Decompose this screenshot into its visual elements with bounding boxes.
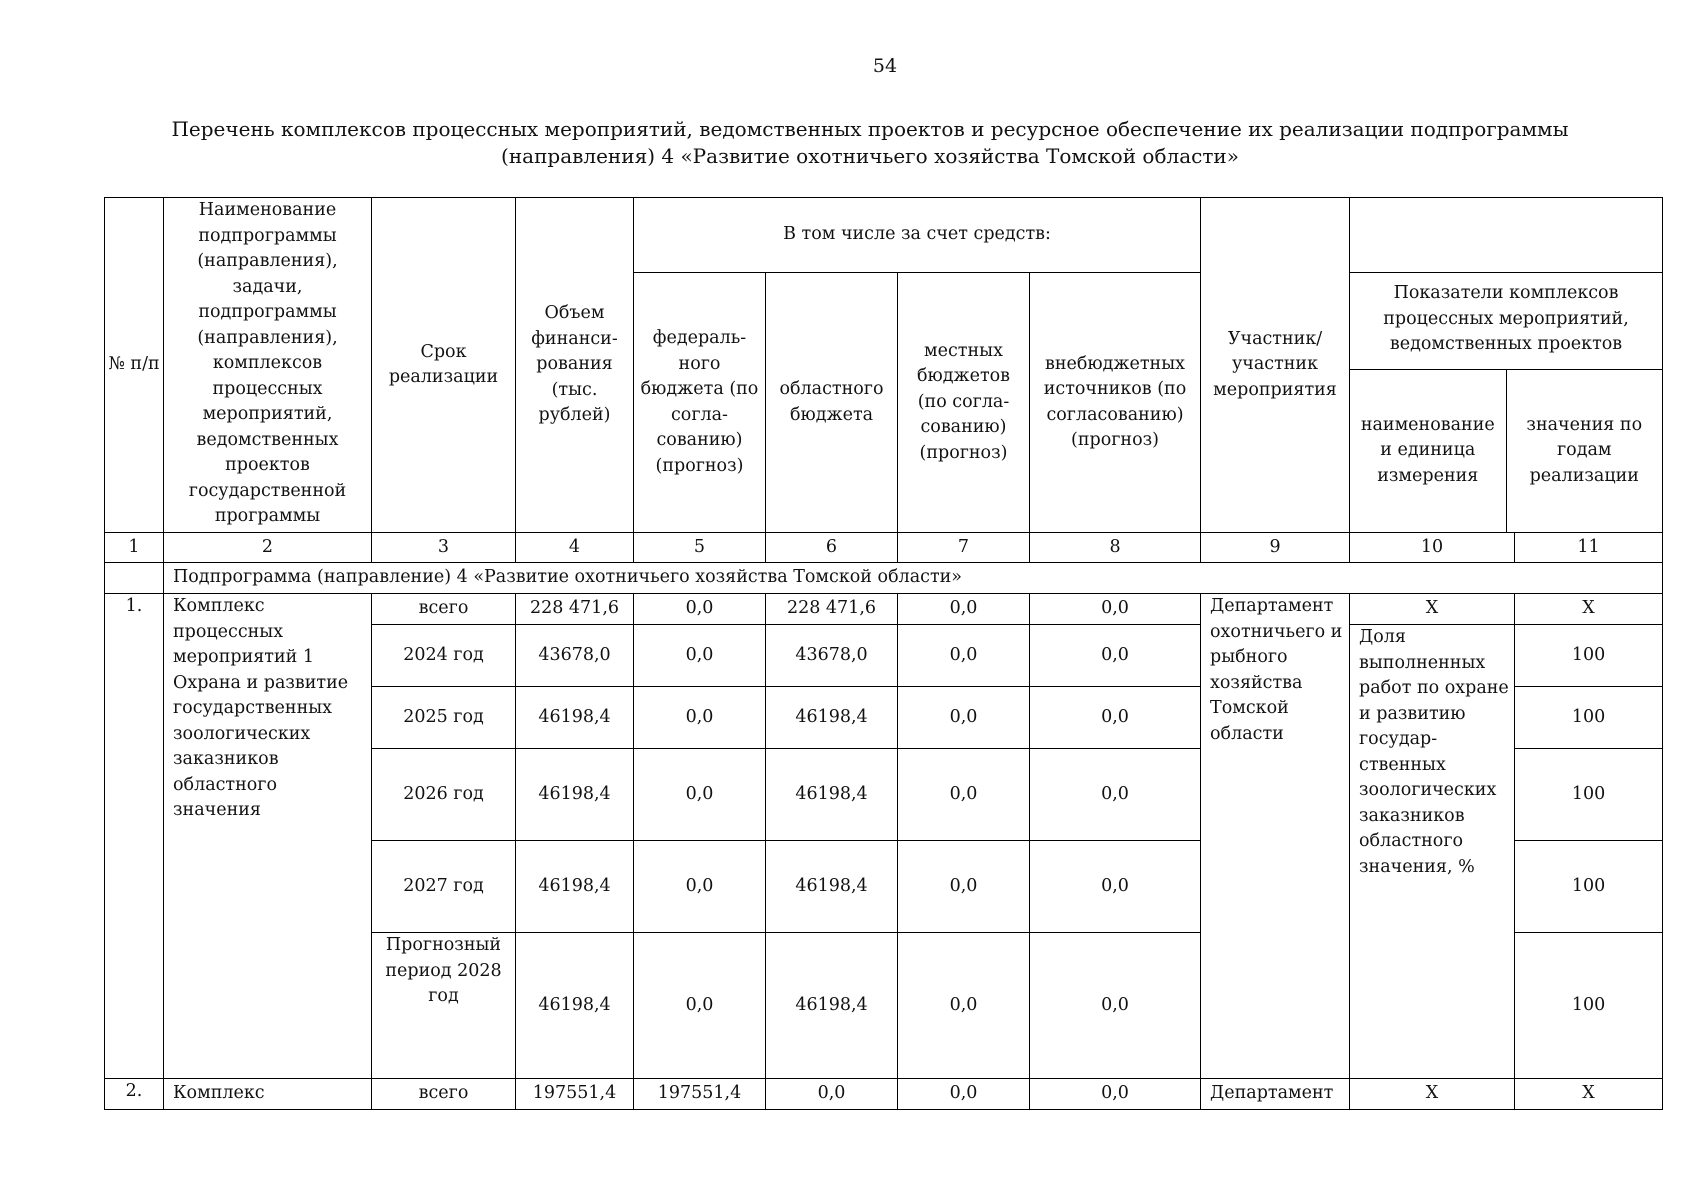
item-name: Комплекс процессных мероприятий 1 Охрана и развитие государственных зоологических заказников областного значения [164,594,372,1079]
title-line-2: (направления) 4 «Развитие охотничьего хозяйства Томской области» [501,144,1239,168]
federal-cell: 197551,4 [634,1079,766,1110]
header-extrabudget: внебюджетных источников (по согласованию) (прогноз) [1030,273,1201,533]
regional-cell: 228 471,6 [766,594,898,625]
total-cell: 46198,4 [516,749,634,841]
period-cell: 2024 год [372,625,516,687]
header-indicators-title: Показатели комплексов процессных мероприятий, ведомственных проектов [1350,273,1662,369]
header-regional: областного бюджета [766,273,898,533]
item-number: 1. [105,594,164,1079]
column-number: 9 [1201,533,1350,563]
indicator-value-cell: 100 [1515,841,1663,933]
period-cell: Прогнозный период 2028 год [372,933,516,1079]
indicator-value-cell: 100 [1515,687,1663,749]
column-number: 3 [372,533,516,563]
extrabudget-cell: 0,0 [1030,841,1201,933]
header-total-funding: Объем финанси-рования (тыс. рублей) [516,198,634,533]
indicator-name-cell: X [1350,1079,1515,1110]
column-number: 6 [766,533,898,563]
column-number: 1 [105,533,164,563]
column-number: 10 [1350,533,1515,563]
extrabudget-cell: 0,0 [1030,594,1201,625]
participant-cell: Департамент [1201,1079,1350,1110]
item-number: 2. [105,1079,164,1110]
header-name: Наименование подпрограммы (направления), задачи, подпрограммы (направления), комплексов процессных мероприятий, ведомственных проектов государственной программы [164,198,372,533]
indicator-value-cell: X [1515,594,1663,625]
column-number: 7 [898,533,1030,563]
total-cell: 46198,4 [516,841,634,933]
subprogram-title: Подпрограмма (направление) 4 «Развитие охотничьего хозяйства Томской области» [164,563,1663,594]
total-cell: 43678,0 [516,625,634,687]
local-cell: 0,0 [898,749,1030,841]
header-indicator-name: наименование и единица измерения [1350,369,1506,532]
regional-cell: 46198,4 [766,841,898,933]
indicator-value-cell: 100 [1515,625,1663,687]
local-cell: 0,0 [898,841,1030,933]
period-cell: 2025 год [372,687,516,749]
total-cell: 46198,4 [516,687,634,749]
participant-cell: Департамент охотничьего и рыбного хозяйства Томской области [1201,594,1350,1079]
federal-cell: 0,0 [634,749,766,841]
federal-cell: 0,0 [634,625,766,687]
indicator-value-cell: 100 [1515,749,1663,841]
title-line-1: Перечень комплексов процессных мероприятий, ведомственных проектов и ресурсное обеспечение их реализации подпрограммы [171,117,1569,141]
extrabudget-cell: 0,0 [1030,933,1201,1079]
federal-cell: 0,0 [634,594,766,625]
local-cell: 0,0 [898,687,1030,749]
regional-cell: 43678,0 [766,625,898,687]
header-participant: Участник/ участник мероприятия [1201,198,1350,533]
total-cell: 228 471,6 [516,594,634,625]
federal-cell: 0,0 [634,933,766,1079]
federal-cell: 0,0 [634,841,766,933]
total-cell: 197551,4 [516,1079,634,1110]
local-cell: 0,0 [898,933,1030,1079]
subprogram-spacer [105,563,164,594]
column-number: 4 [516,533,634,563]
extrabudget-cell: 0,0 [1030,749,1201,841]
extrabudget-cell: 0,0 [1030,625,1201,687]
regional-cell: 46198,4 [766,933,898,1079]
total-cell: 46198,4 [516,933,634,1079]
table-row [105,1079,1663,1110]
table-row [105,594,1663,625]
period-cell: 2026 год [372,749,516,841]
header-indicators-spacer [1350,198,1663,273]
regional-cell: 0,0 [766,1079,898,1110]
period-cell: 2027 год [372,841,516,933]
extrabudget-cell: 0,0 [1030,1079,1201,1110]
header-indicator-values: значения по годам реализации [1526,414,1643,486]
column-number: 5 [634,533,766,563]
item-name: Комплекс [164,1079,372,1110]
extrabudget-cell: 0,0 [1030,687,1201,749]
column-number: 2 [164,533,372,563]
regional-cell: 46198,4 [766,687,898,749]
header-number: № п/п [105,198,164,533]
page-number: 54 [872,55,898,77]
local-cell: 0,0 [898,594,1030,625]
regional-cell: 46198,4 [766,749,898,841]
indicator-value-cell: X [1515,1079,1663,1110]
local-cell: 0,0 [898,625,1030,687]
header-period: Срок реализации [372,198,516,533]
local-cell: 0,0 [898,1079,1030,1110]
header-federal: федераль-ного бюджета (по согла-сованию) (прогноз) [634,273,766,533]
indicator-name-cell: X [1350,594,1515,625]
column-number: 11 [1515,533,1663,563]
header-local: местных бюджетов (по согла-сованию) (прогноз) [898,273,1030,533]
header-indicators [1350,273,1663,533]
indicator-name-cell: Доля выполненных работ по охране и развитию государ-ственных зоологических заказников областного значения, % [1350,625,1515,1079]
indicator-value-cell: 100 [1515,933,1663,1079]
federal-cell: 0,0 [634,687,766,749]
period-cell: всего [372,594,516,625]
period-cell: всего [372,1079,516,1110]
document-title [150,116,1590,170]
column-number: 8 [1030,533,1201,563]
column-number-row [105,533,1663,563]
header-funding-sources: В том числе за счет средств: [634,198,1201,273]
resource-table [104,197,1663,1110]
